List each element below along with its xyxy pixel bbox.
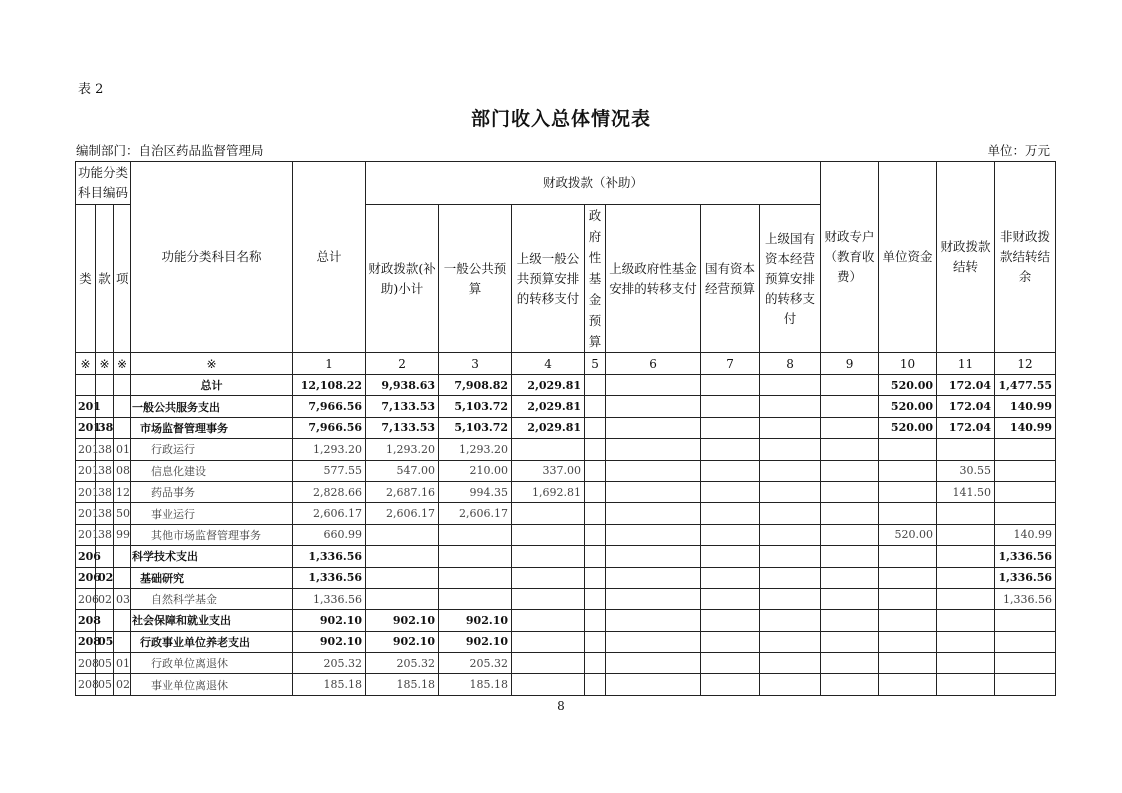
cell-upper-general-transfer: 2,029.81 <box>512 417 585 438</box>
cell-fiscal-special-edu <box>821 588 879 609</box>
cell-lei: 201 <box>76 417 96 438</box>
cell-state-capital-budget <box>701 417 760 438</box>
cell-name: 其他市场监督管理事务 <box>131 524 293 545</box>
cell-fiscal-carryover <box>937 503 995 524</box>
cell-unit-funds <box>879 567 937 588</box>
cell-upper-state-capital-transfer <box>760 546 821 567</box>
cell-fiscal-special-edu <box>821 417 879 438</box>
cell-general-budget: 210.00 <box>439 460 512 481</box>
cell-fiscal-special-edu <box>821 546 879 567</box>
cell-total: 12,108.22 <box>293 375 366 396</box>
cell-unit-funds <box>879 588 937 609</box>
cell-upper-gov-fund-transfer <box>606 631 701 652</box>
cell-unit-funds <box>879 610 937 631</box>
cell-non-fiscal-carryover <box>995 631 1056 652</box>
cell-fiscal-special-edu <box>821 396 879 417</box>
cell-general-budget: 7,908.82 <box>439 375 512 396</box>
cell-upper-gov-fund-transfer <box>606 653 701 674</box>
cell-upper-state-capital-transfer <box>760 674 821 695</box>
cell-state-capital-budget <box>701 610 760 631</box>
cell-unit-funds: 520.00 <box>879 396 937 417</box>
cell-upper-state-capital-transfer <box>760 375 821 396</box>
cell-general-budget: 902.10 <box>439 610 512 631</box>
cell-upper-gov-fund-transfer <box>606 375 701 396</box>
cell-kuan: 05 <box>96 653 114 674</box>
cell-upper-state-capital-transfer <box>760 524 821 545</box>
page-title: 部门收入总体情况表 <box>470 108 651 130</box>
cell-gov-fund-budget <box>585 460 606 481</box>
cell-xiang: 02 <box>114 674 131 695</box>
cell-lei: 208 <box>76 674 96 695</box>
cell-upper-state-capital-transfer <box>760 653 821 674</box>
cell-fiscal-carryover <box>937 653 995 674</box>
cell-kuan: 02 <box>96 588 114 609</box>
header-upper-general-transfer: 上级一般公共预算安排的转移支付 <box>512 205 585 353</box>
cell-upper-general-transfer <box>512 674 585 695</box>
cell-name: 一般公共服务支出 <box>131 396 293 417</box>
cell-xiang: 08 <box>114 460 131 481</box>
header-upper-gov-fund-transfer: 上级政府性基金安排的转移支付 <box>606 205 701 353</box>
cell-xiang <box>114 631 131 652</box>
cell-state-capital-budget <box>701 439 760 460</box>
cell-name: 基础研究 <box>131 567 293 588</box>
cell-non-fiscal-carryover: 140.99 <box>995 524 1056 545</box>
cell-upper-state-capital-transfer <box>760 610 821 631</box>
cell-gov-fund-budget <box>585 375 606 396</box>
header-fiscal-carryover: 财政拨款结转 <box>937 162 995 353</box>
cell-fiscal-subtotal: 7,133.53 <box>366 396 439 417</box>
cell-upper-state-capital-transfer <box>760 460 821 481</box>
cell-name: 市场监督管理事务 <box>131 417 293 438</box>
index-lei: ※ <box>76 353 96 375</box>
cell-upper-general-transfer <box>512 610 585 631</box>
cell-state-capital-budget <box>701 396 760 417</box>
cell-fiscal-subtotal <box>366 588 439 609</box>
cell-state-capital-budget <box>701 567 760 588</box>
cell-upper-gov-fund-transfer <box>606 481 701 502</box>
cell-lei: 201 <box>76 460 96 481</box>
cell-gov-fund-budget <box>585 546 606 567</box>
cell-fiscal-subtotal: 9,938.63 <box>366 375 439 396</box>
cell-gov-fund-budget <box>585 567 606 588</box>
cell-upper-state-capital-transfer <box>760 417 821 438</box>
cell-kuan: 38 <box>96 503 114 524</box>
cell-kuan: 02 <box>96 567 114 588</box>
cell-fiscal-subtotal <box>366 546 439 567</box>
cell-upper-general-transfer: 1,692.81 <box>512 481 585 502</box>
header-kuan: 款 <box>96 205 114 353</box>
table-row <box>76 653 1056 674</box>
cell-fiscal-subtotal: 1,293.20 <box>366 439 439 460</box>
index-col-11: 11 <box>937 353 995 375</box>
cell-name: 行政单位离退休 <box>131 653 293 674</box>
cell-fiscal-carryover <box>937 631 995 652</box>
cell-fiscal-subtotal: 2,606.17 <box>366 503 439 524</box>
cell-gov-fund-budget <box>585 396 606 417</box>
cell-fiscal-carryover: 172.04 <box>937 417 995 438</box>
cell-fiscal-carryover <box>937 524 995 545</box>
header-code-group: 功能分类科目编码 <box>76 162 131 205</box>
cell-name: 行政事业单位养老支出 <box>131 631 293 652</box>
cell-total: 2,606.17 <box>293 503 366 524</box>
cell-upper-general-transfer <box>512 631 585 652</box>
table-row <box>76 567 1056 588</box>
cell-lei: 201 <box>76 503 96 524</box>
table-row <box>76 524 1056 545</box>
cell-total: 1,293.20 <box>293 439 366 460</box>
cell-non-fiscal-carryover <box>995 610 1056 631</box>
cell-xiang: 99 <box>114 524 131 545</box>
index-xiang: ※ <box>114 353 131 375</box>
cell-lei: 206 <box>76 546 96 567</box>
index-col-7: 7 <box>701 353 760 375</box>
cell-fiscal-subtotal: 185.18 <box>366 674 439 695</box>
header-lei: 类 <box>76 205 96 353</box>
cell-state-capital-budget <box>701 631 760 652</box>
income-summary-table <box>75 161 1056 696</box>
cell-general-budget: 185.18 <box>439 674 512 695</box>
cell-upper-state-capital-transfer <box>760 588 821 609</box>
cell-fiscal-subtotal: 205.32 <box>366 653 439 674</box>
cell-state-capital-budget <box>701 588 760 609</box>
cell-fiscal-special-edu <box>821 524 879 545</box>
cell-fiscal-special-edu <box>821 674 879 695</box>
cell-state-capital-budget <box>701 546 760 567</box>
cell-upper-gov-fund-transfer <box>606 503 701 524</box>
table-row <box>76 460 1056 481</box>
cell-kuan: 05 <box>96 674 114 695</box>
cell-upper-state-capital-transfer <box>760 503 821 524</box>
table-number: 表 2 <box>78 82 104 97</box>
cell-total: 660.99 <box>293 524 366 545</box>
cell-fiscal-carryover: 172.04 <box>937 396 995 417</box>
cell-general-budget: 5,103.72 <box>439 396 512 417</box>
cell-xiang: 01 <box>114 653 131 674</box>
cell-non-fiscal-carryover <box>995 653 1056 674</box>
table-row <box>76 417 1056 438</box>
cell-lei: 206 <box>76 567 96 588</box>
cell-general-budget <box>439 588 512 609</box>
header-name: 功能分类科目名称 <box>131 162 293 353</box>
cell-upper-general-transfer <box>512 524 585 545</box>
cell-lei: 201 <box>76 439 96 460</box>
cell-upper-gov-fund-transfer <box>606 396 701 417</box>
table-row <box>76 610 1056 631</box>
table-body <box>76 375 1056 696</box>
cell-upper-state-capital-transfer <box>760 396 821 417</box>
header-fiscal-special-edu: 财政专户（教育收费） <box>821 162 879 353</box>
cell-general-budget <box>439 524 512 545</box>
cell-xiang <box>114 417 131 438</box>
cell-upper-general-transfer: 2,029.81 <box>512 396 585 417</box>
cell-name: 事业单位离退休 <box>131 674 293 695</box>
organization-label: 编制部门：自治区药品监督管理局 <box>76 143 264 158</box>
header-xiang: 项 <box>114 205 131 353</box>
cell-non-fiscal-carryover <box>995 460 1056 481</box>
cell-total: 577.55 <box>293 460 366 481</box>
cell-unit-funds <box>879 439 937 460</box>
cell-fiscal-subtotal <box>366 567 439 588</box>
cell-state-capital-budget <box>701 460 760 481</box>
cell-fiscal-carryover: 172.04 <box>937 375 995 396</box>
cell-fiscal-subtotal: 547.00 <box>366 460 439 481</box>
cell-fiscal-subtotal: 7,133.53 <box>366 417 439 438</box>
cell-total: 1,336.56 <box>293 567 366 588</box>
cell-state-capital-budget <box>701 503 760 524</box>
cell-upper-gov-fund-transfer <box>606 439 701 460</box>
cell-fiscal-carryover <box>937 546 995 567</box>
cell-non-fiscal-carryover: 1,336.56 <box>995 588 1056 609</box>
cell-fiscal-subtotal: 2,687.16 <box>366 481 439 502</box>
index-col-4: 4 <box>512 353 585 375</box>
cell-gov-fund-budget <box>585 481 606 502</box>
index-col-9: 9 <box>821 353 879 375</box>
cell-lei: 206 <box>76 588 96 609</box>
cell-fiscal-special-edu <box>821 610 879 631</box>
table-row <box>76 631 1056 652</box>
cell-upper-gov-fund-transfer <box>606 588 701 609</box>
cell-gov-fund-budget <box>585 524 606 545</box>
cell-fiscal-special-edu <box>821 481 879 502</box>
cell-fiscal-carryover <box>937 588 995 609</box>
table-row <box>76 588 1056 609</box>
cell-lei: 208 <box>76 631 96 652</box>
cell-unit-funds <box>879 460 937 481</box>
cell-non-fiscal-carryover <box>995 674 1056 695</box>
header-non-fiscal-carryover: 非财政拨款结转结余 <box>995 162 1056 353</box>
cell-unit-funds: 520.00 <box>879 417 937 438</box>
cell-state-capital-budget <box>701 375 760 396</box>
table-row <box>76 396 1056 417</box>
cell-total: 7,966.56 <box>293 396 366 417</box>
cell-upper-general-transfer: 337.00 <box>512 460 585 481</box>
cell-name: 自然科学基金 <box>131 588 293 609</box>
cell-kuan: 38 <box>96 460 114 481</box>
cell-gov-fund-budget <box>585 653 606 674</box>
table-row <box>76 674 1056 695</box>
cell-unit-funds <box>879 653 937 674</box>
cell-fiscal-special-edu <box>821 460 879 481</box>
cell-lei: 201 <box>76 396 96 417</box>
cell-kuan: 38 <box>96 524 114 545</box>
cell-gov-fund-budget <box>585 674 606 695</box>
cell-fiscal-special-edu <box>821 503 879 524</box>
cell-gov-fund-budget <box>585 439 606 460</box>
cell-unit-funds <box>879 503 937 524</box>
cell-unit-funds <box>879 481 937 502</box>
table-row <box>76 375 1056 396</box>
cell-state-capital-budget <box>701 653 760 674</box>
cell-name: 行政运行 <box>131 439 293 460</box>
cell-non-fiscal-carryover <box>995 481 1056 502</box>
page-number: 8 <box>557 699 565 713</box>
cell-kuan: 38 <box>96 439 114 460</box>
cell-xiang <box>114 396 131 417</box>
cell-total: 205.32 <box>293 653 366 674</box>
cell-gov-fund-budget <box>585 631 606 652</box>
cell-xiang <box>114 546 131 567</box>
header-state-capital-budget: 国有资本经营预算 <box>701 205 760 353</box>
cell-non-fiscal-carryover: 1,336.56 <box>995 567 1056 588</box>
cell-non-fiscal-carryover <box>995 503 1056 524</box>
cell-fiscal-special-edu <box>821 653 879 674</box>
cell-lei: 208 <box>76 610 96 631</box>
cell-fiscal-carryover <box>937 439 995 460</box>
cell-non-fiscal-carryover: 140.99 <box>995 417 1056 438</box>
cell-upper-gov-fund-transfer <box>606 524 701 545</box>
cell-gov-fund-budget <box>585 610 606 631</box>
cell-non-fiscal-carryover: 1,336.56 <box>995 546 1056 567</box>
cell-general-budget <box>439 546 512 567</box>
cell-name: 科学技术支出 <box>131 546 293 567</box>
cell-state-capital-budget <box>701 674 760 695</box>
cell-fiscal-subtotal: 902.10 <box>366 610 439 631</box>
cell-gov-fund-budget <box>585 588 606 609</box>
cell-unit-funds: 520.00 <box>879 524 937 545</box>
index-name: ※ <box>131 353 293 375</box>
cell-fiscal-special-edu <box>821 631 879 652</box>
cell-upper-gov-fund-transfer <box>606 417 701 438</box>
cell-upper-general-transfer <box>512 653 585 674</box>
cell-general-budget: 5,103.72 <box>439 417 512 438</box>
cell-name: 事业运行 <box>131 503 293 524</box>
header-unit-funds: 单位资金 <box>879 162 937 353</box>
cell-upper-state-capital-transfer <box>760 567 821 588</box>
cell-general-budget <box>439 567 512 588</box>
cell-general-budget: 994.35 <box>439 481 512 502</box>
cell-non-fiscal-carryover: 140.99 <box>995 396 1056 417</box>
cell-general-budget: 205.32 <box>439 653 512 674</box>
cell-general-budget: 902.10 <box>439 631 512 652</box>
cell-fiscal-carryover <box>937 610 995 631</box>
cell-lei <box>76 375 96 396</box>
cell-upper-gov-fund-transfer <box>606 567 701 588</box>
table-row <box>76 481 1056 502</box>
cell-xiang: 50 <box>114 503 131 524</box>
cell-upper-general-transfer: 2,029.81 <box>512 375 585 396</box>
cell-fiscal-carryover: 30.55 <box>937 460 995 481</box>
cell-lei: 201 <box>76 481 96 502</box>
column-index-row <box>76 353 1056 375</box>
header-fiscal-group: 财政拨款（补助） <box>366 162 821 205</box>
header-total: 总计 <box>293 162 366 353</box>
index-col-2: 2 <box>366 353 439 375</box>
cell-unit-funds <box>879 631 937 652</box>
cell-gov-fund-budget <box>585 417 606 438</box>
cell-xiang <box>114 610 131 631</box>
cell-fiscal-special-edu <box>821 375 879 396</box>
header-general-budget: 一般公共预算 <box>439 205 512 353</box>
unit-label: 单位：万元 <box>987 143 1050 158</box>
cell-state-capital-budget <box>701 481 760 502</box>
cell-upper-general-transfer <box>512 588 585 609</box>
cell-upper-general-transfer <box>512 567 585 588</box>
cell-xiang <box>114 375 131 396</box>
index-col-6: 6 <box>606 353 701 375</box>
index-kuan: ※ <box>96 353 114 375</box>
cell-state-capital-budget <box>701 524 760 545</box>
cell-total: 7,966.56 <box>293 417 366 438</box>
cell-non-fiscal-carryover: 1,477.55 <box>995 375 1056 396</box>
cell-total: 902.10 <box>293 610 366 631</box>
cell-xiang: 12 <box>114 481 131 502</box>
cell-upper-gov-fund-transfer <box>606 674 701 695</box>
cell-name: 信息化建设 <box>131 460 293 481</box>
cell-upper-gov-fund-transfer <box>606 546 701 567</box>
header-fiscal-subtotal: 财政拨款(补助)小计 <box>366 205 439 353</box>
cell-upper-general-transfer <box>512 439 585 460</box>
cell-general-budget: 1,293.20 <box>439 439 512 460</box>
cell-unit-funds <box>879 674 937 695</box>
table-row <box>76 439 1056 460</box>
table-row <box>76 503 1056 524</box>
cell-kuan: 05 <box>96 631 114 652</box>
cell-total: 1,336.56 <box>293 588 366 609</box>
cell-fiscal-subtotal <box>366 524 439 545</box>
index-col-1: 1 <box>293 353 366 375</box>
cell-unit-funds: 520.00 <box>879 375 937 396</box>
cell-xiang <box>114 567 131 588</box>
cell-upper-gov-fund-transfer <box>606 610 701 631</box>
header-gov-fund-budget: 政府性基金预算 <box>585 205 606 353</box>
cell-fiscal-special-edu <box>821 439 879 460</box>
cell-upper-general-transfer <box>512 503 585 524</box>
index-col-12: 12 <box>995 353 1056 375</box>
cell-kuan: 38 <box>96 481 114 502</box>
cell-fiscal-carryover: 141.50 <box>937 481 995 502</box>
header-upper-state-capital-transfer: 上级国有资本经营预算安排的转移支付 <box>760 205 821 353</box>
cell-total: 1,336.56 <box>293 546 366 567</box>
cell-fiscal-carryover <box>937 674 995 695</box>
cell-xiang: 03 <box>114 588 131 609</box>
cell-kuan <box>96 375 114 396</box>
cell-fiscal-carryover <box>937 567 995 588</box>
cell-upper-gov-fund-transfer <box>606 460 701 481</box>
cell-upper-state-capital-transfer <box>760 481 821 502</box>
cell-upper-state-capital-transfer <box>760 439 821 460</box>
cell-general-budget: 2,606.17 <box>439 503 512 524</box>
cell-name: 药品事务 <box>131 481 293 502</box>
cell-xiang: 01 <box>114 439 131 460</box>
cell-kuan: 38 <box>96 417 114 438</box>
cell-total: 2,828.66 <box>293 481 366 502</box>
cell-name: 总计 <box>131 375 293 396</box>
index-col-10: 10 <box>879 353 937 375</box>
cell-total: 902.10 <box>293 631 366 652</box>
cell-lei: 208 <box>76 653 96 674</box>
cell-gov-fund-budget <box>585 503 606 524</box>
index-col-8: 8 <box>760 353 821 375</box>
index-col-3: 3 <box>439 353 512 375</box>
cell-total: 185.18 <box>293 674 366 695</box>
cell-unit-funds <box>879 546 937 567</box>
cell-upper-general-transfer <box>512 546 585 567</box>
table-row <box>76 546 1056 567</box>
cell-lei: 201 <box>76 524 96 545</box>
cell-upper-state-capital-transfer <box>760 631 821 652</box>
cell-name: 社会保障和就业支出 <box>131 610 293 631</box>
index-col-5: 5 <box>585 353 606 375</box>
cell-fiscal-subtotal: 902.10 <box>366 631 439 652</box>
cell-non-fiscal-carryover <box>995 439 1056 460</box>
cell-fiscal-special-edu <box>821 567 879 588</box>
